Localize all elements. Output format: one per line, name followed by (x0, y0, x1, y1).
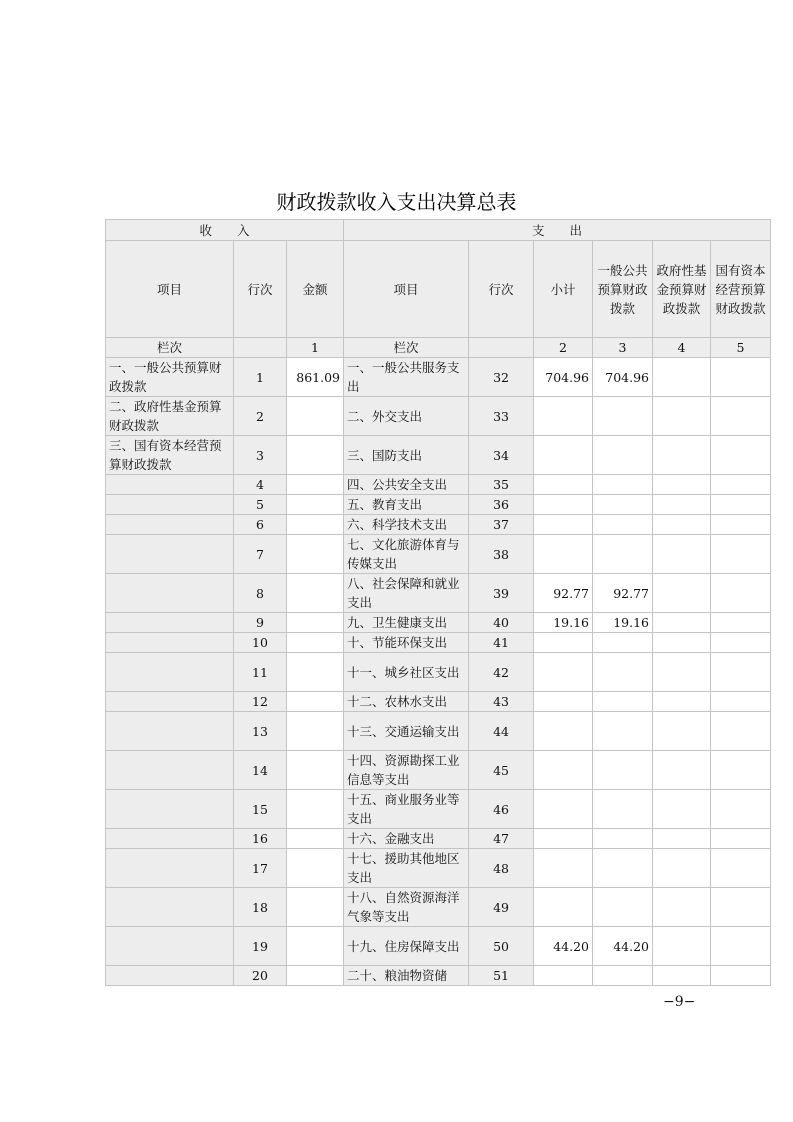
state-capital-value (711, 397, 771, 436)
column-label: 栏次 (344, 338, 469, 358)
state-capital-value (711, 712, 771, 751)
general-budget-value (593, 633, 653, 653)
subtotal-value (534, 829, 593, 849)
column-number: 5 (711, 338, 771, 358)
income-amount (287, 613, 344, 633)
table-row (106, 927, 771, 966)
expense-line-number: 43 (469, 692, 534, 712)
gov-fund-value (653, 574, 711, 613)
income-amount (287, 966, 344, 986)
income-item-header: 项目 (106, 241, 234, 338)
state-capital-value (711, 751, 771, 790)
state-capital-value (711, 927, 771, 966)
income-line-number: 17 (234, 849, 287, 888)
income-item: 三、国有资本经营预算财政拨款 (106, 436, 234, 475)
general-budget-value (593, 495, 653, 515)
subtotal-value (534, 751, 593, 790)
gov-fund-value (653, 751, 711, 790)
gov-fund-value (653, 966, 711, 986)
state-capital-value (711, 653, 771, 692)
subtotal-value: 704.96 (534, 358, 593, 397)
subtotal-value (534, 888, 593, 927)
gov-fund-value (653, 633, 711, 653)
table-row (106, 751, 771, 790)
page-title: 财政拨款收入支出决算总表 (276, 190, 517, 214)
state-capital-header: 国有资本经营预算财政拨款 (711, 241, 771, 338)
general-budget-value (593, 888, 653, 927)
income-amount (287, 515, 344, 535)
expense-item: 九、卫生健康支出 (344, 613, 469, 633)
expense-item: 七、文化旅游体育与传媒支出 (344, 535, 469, 574)
gov-fund-value (653, 692, 711, 712)
gov-fund-value (653, 613, 711, 633)
expense-line-number: 39 (469, 574, 534, 613)
income-item (106, 790, 234, 829)
income-line-number: 18 (234, 888, 287, 927)
column-number: 4 (653, 338, 711, 358)
income-line-header: 行次 (234, 241, 287, 338)
income-line-number: 2 (234, 397, 287, 436)
expense-line-number: 49 (469, 888, 534, 927)
gov-fund-value (653, 653, 711, 692)
expense-item: 十六、金融支出 (344, 829, 469, 849)
column-number: 3 (593, 338, 653, 358)
table-row (106, 574, 771, 613)
income-item (106, 712, 234, 751)
income-amount (287, 397, 344, 436)
gov-fund-value (653, 829, 711, 849)
expense-item: 十二、农林水支出 (344, 692, 469, 712)
gov-fund-value (653, 535, 711, 574)
gov-fund-value (653, 712, 711, 751)
state-capital-value (711, 966, 771, 986)
state-capital-value (711, 613, 771, 633)
expense-item: 六、科学技术支出 (344, 515, 469, 535)
expense-line-number: 33 (469, 397, 534, 436)
table-row (106, 358, 771, 397)
subtotal-value: 92.77 (534, 574, 593, 613)
expense-item: 一、一般公共服务支出 (344, 358, 469, 397)
general-budget-header: 一般公共预算财政拨款 (593, 241, 653, 338)
income-line-number: 12 (234, 692, 287, 712)
expense-item: 三、国防支出 (344, 436, 469, 475)
general-budget-value (593, 475, 653, 495)
table-row (106, 829, 771, 849)
gov-fund-value (653, 927, 711, 966)
table-row (106, 692, 771, 712)
expense-line-number: 38 (469, 535, 534, 574)
general-budget-value (593, 515, 653, 535)
expense-item: 十、节能环保支出 (344, 633, 469, 653)
expense-item: 五、教育支出 (344, 495, 469, 515)
expense-line-number: 48 (469, 849, 534, 888)
income-line-number: 14 (234, 751, 287, 790)
table-row (106, 397, 771, 436)
income-item (106, 829, 234, 849)
expense-line-number: 35 (469, 475, 534, 495)
income-line-number: 7 (234, 535, 287, 574)
gov-fund-header: 政府性基金预算财政拨款 (653, 241, 711, 338)
subtotal-value (534, 849, 593, 888)
table-row (106, 888, 771, 927)
general-budget-value: 44.20 (593, 927, 653, 966)
table-row (106, 849, 771, 888)
table-row (106, 712, 771, 751)
subtotal-value (534, 712, 593, 751)
state-capital-value (711, 358, 771, 397)
general-budget-value (593, 397, 653, 436)
income-item: 一、一般公共预算财政拨款 (106, 358, 234, 397)
general-budget-value: 704.96 (593, 358, 653, 397)
income-amount (287, 829, 344, 849)
expense-item: 十九、住房保障支出 (344, 927, 469, 966)
expense-line-number: 32 (469, 358, 534, 397)
state-capital-value (711, 574, 771, 613)
expense-item-header: 项目 (344, 241, 469, 338)
subtotal-value: 44.20 (534, 927, 593, 966)
subtotal-value (534, 790, 593, 829)
income-item (106, 751, 234, 790)
amount-header: 金额 (287, 241, 344, 338)
gov-fund-value (653, 495, 711, 515)
subtotal-value (534, 436, 593, 475)
income-amount (287, 790, 344, 829)
income-line-number: 9 (234, 613, 287, 633)
income-amount (287, 712, 344, 751)
income-section-header: 收 入 (106, 220, 344, 241)
expense-line-number: 51 (469, 966, 534, 986)
expense-line-number: 45 (469, 751, 534, 790)
gov-fund-value (653, 515, 711, 535)
expense-line-number: 50 (469, 927, 534, 966)
expense-line-number: 36 (469, 495, 534, 515)
income-item (106, 888, 234, 927)
gov-fund-value (653, 849, 711, 888)
state-capital-value (711, 692, 771, 712)
income-line-number: 19 (234, 927, 287, 966)
table-row (106, 535, 771, 574)
gov-fund-value (653, 397, 711, 436)
state-capital-value (711, 535, 771, 574)
column-label: 栏次 (106, 338, 234, 358)
subtotal-value (534, 475, 593, 495)
general-budget-value (593, 712, 653, 751)
subtotal-value: 19.16 (534, 613, 593, 633)
income-line-number: 15 (234, 790, 287, 829)
income-amount (287, 535, 344, 574)
income-line-number: 6 (234, 515, 287, 535)
page-number: −9− (663, 994, 696, 1010)
table-row (106, 966, 771, 986)
subtotal-header: 小计 (534, 241, 593, 338)
table-row (106, 613, 771, 633)
expense-line-number: 47 (469, 829, 534, 849)
income-item (106, 535, 234, 574)
general-budget-value: 92.77 (593, 574, 653, 613)
expense-item: 十一、城乡社区支出 (344, 653, 469, 692)
general-budget-value (593, 849, 653, 888)
state-capital-value (711, 436, 771, 475)
income-line-number: 8 (234, 574, 287, 613)
expense-line-header: 行次 (469, 241, 534, 338)
column-blank (234, 338, 287, 358)
income-amount (287, 495, 344, 515)
income-amount (287, 849, 344, 888)
column-blank (469, 338, 534, 358)
income-line-number: 4 (234, 475, 287, 495)
subtotal-value (534, 495, 593, 515)
income-amount (287, 633, 344, 653)
expense-item: 四、公共安全支出 (344, 475, 469, 495)
income-item (106, 633, 234, 653)
gov-fund-value (653, 358, 711, 397)
general-budget-value (593, 692, 653, 712)
subtotal-value (534, 633, 593, 653)
income-item (106, 653, 234, 692)
income-amount (287, 574, 344, 613)
budget-summary-table (105, 219, 771, 986)
gov-fund-value (653, 790, 711, 829)
subtotal-value (534, 397, 593, 436)
general-budget-value (593, 653, 653, 692)
expense-item: 二、外交支出 (344, 397, 469, 436)
income-amount (287, 653, 344, 692)
subtotal-value (534, 692, 593, 712)
income-item (106, 966, 234, 986)
expense-item: 十七、援助其他地区支出 (344, 849, 469, 888)
expense-line-number: 40 (469, 613, 534, 633)
table-row (106, 633, 771, 653)
income-amount (287, 888, 344, 927)
general-budget-value (593, 829, 653, 849)
state-capital-value (711, 849, 771, 888)
income-line-number: 1 (234, 358, 287, 397)
income-line-number: 11 (234, 653, 287, 692)
table-row (106, 436, 771, 475)
expense-item: 十三、交通运输支出 (344, 712, 469, 751)
income-line-number: 10 (234, 633, 287, 653)
income-amount (287, 751, 344, 790)
subtotal-value (534, 535, 593, 574)
income-amount (287, 436, 344, 475)
state-capital-value (711, 829, 771, 849)
state-capital-value (711, 515, 771, 535)
state-capital-value (711, 495, 771, 515)
expense-line-number: 37 (469, 515, 534, 535)
expense-item: 十五、商业服务业等支出 (344, 790, 469, 829)
expense-line-number: 41 (469, 633, 534, 653)
income-amount (287, 692, 344, 712)
column-number: 1 (287, 338, 344, 358)
expense-item: 十八、自然资源海洋气象等支出 (344, 888, 469, 927)
table-row (106, 790, 771, 829)
income-item (106, 574, 234, 613)
table-row (106, 495, 771, 515)
expense-item: 二十、粮油物资储 (344, 966, 469, 986)
general-budget-value (593, 751, 653, 790)
subtotal-value (534, 653, 593, 692)
subtotal-value (534, 515, 593, 535)
general-budget-value (593, 535, 653, 574)
income-line-number: 20 (234, 966, 287, 986)
income-amount: 861.09 (287, 358, 344, 397)
expense-line-number: 42 (469, 653, 534, 692)
column-number: 2 (534, 338, 593, 358)
income-amount (287, 927, 344, 966)
income-item (106, 927, 234, 966)
income-item (106, 475, 234, 495)
income-line-number: 3 (234, 436, 287, 475)
expense-line-number: 44 (469, 712, 534, 751)
table-row (106, 515, 771, 535)
income-item (106, 849, 234, 888)
table-row (106, 653, 771, 692)
expense-section-header: 支 出 (344, 220, 771, 241)
income-line-number: 13 (234, 712, 287, 751)
general-budget-value: 19.16 (593, 613, 653, 633)
income-item (106, 495, 234, 515)
income-item (106, 613, 234, 633)
income-amount (287, 475, 344, 495)
expense-line-number: 46 (469, 790, 534, 829)
gov-fund-value (653, 436, 711, 475)
general-budget-value (593, 436, 653, 475)
subtotal-value (534, 966, 593, 986)
state-capital-value (711, 633, 771, 653)
gov-fund-value (653, 475, 711, 495)
gov-fund-value (653, 888, 711, 927)
income-item (106, 692, 234, 712)
general-budget-value (593, 966, 653, 986)
income-item: 二、政府性基金预算财政拨款 (106, 397, 234, 436)
income-item (106, 515, 234, 535)
expense-item: 八、社会保障和就业支出 (344, 574, 469, 613)
state-capital-value (711, 790, 771, 829)
state-capital-value (711, 475, 771, 495)
expense-line-number: 34 (469, 436, 534, 475)
state-capital-value (711, 888, 771, 927)
table-row (106, 475, 771, 495)
expense-item: 十四、资源勘探工业信息等支出 (344, 751, 469, 790)
income-line-number: 16 (234, 829, 287, 849)
general-budget-value (593, 790, 653, 829)
income-line-number: 5 (234, 495, 287, 515)
